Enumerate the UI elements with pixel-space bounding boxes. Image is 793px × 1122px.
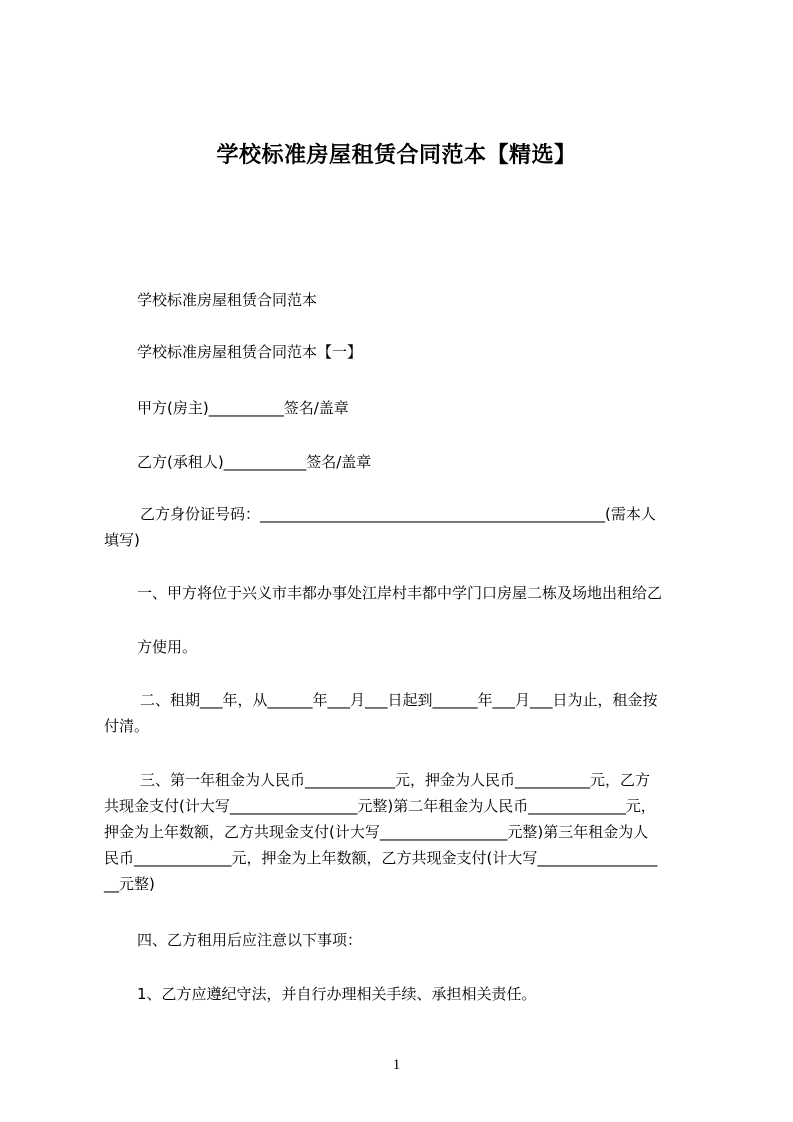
id-number-line-continued: 填写) <box>104 531 140 549</box>
subtitle: 学校标准房屋租赁合同范本 <box>137 291 318 309</box>
clause-1-line: 一、甲方将位于兴义市丰都办事处江岸村丰都中学门口房屋二栋及场地出租给乙 <box>137 584 663 602</box>
clause-1-line-continued: 方使用。 <box>137 638 198 656</box>
section-one-title: 学校标准房屋租赁合同范本【一】 <box>137 343 363 361</box>
clause-3-line-4: 民币_____________元，押金为上年数额，乙方共现金支付(计大写________________ <box>104 849 658 867</box>
clause-4-item-1: 1、乙方应遵纪守法，并自行办理相关手续、承担相关责任。 <box>137 985 537 1003</box>
page-number: 1 <box>392 1057 401 1073</box>
document-title: 学校标准房屋租赁合同范本【精选】 <box>216 143 577 168</box>
clause-3-paragraph <box>104 767 657 897</box>
clause-3-line-3: 押金为上年数额，乙方共现金支付(计大写_________________元整)第三年租金为人 <box>104 823 649 841</box>
clause-3-line-5: __元整) <box>104 875 155 893</box>
clause-2-paragraph <box>104 687 658 739</box>
clause-2-line-continued: 付清。 <box>104 717 150 735</box>
clause-2-line: 二、租期___年，从______年___月___日起到______年___月___日为止，租金按 <box>140 691 658 709</box>
clause-4-title: 四、乙方租用后应注意以下事项： <box>137 931 363 949</box>
clause-3-line-1: 三、第一年租金为人民币____________元，押金为人民币__________元，乙方 <box>140 771 651 789</box>
party-b-line: 乙方(承租人)___________签名/盖章 <box>137 453 372 471</box>
party-a-line: 甲方(房主)__________签名/盖章 <box>137 399 349 417</box>
id-number-line: 乙方身份证号码：______________________________________________(需本人 <box>140 505 656 523</box>
clause-3-line-2: 共现金支付(计大写_________________元整)第二年租金为人民币_____________元， <box>104 797 656 815</box>
id-number-paragraph <box>104 501 656 553</box>
